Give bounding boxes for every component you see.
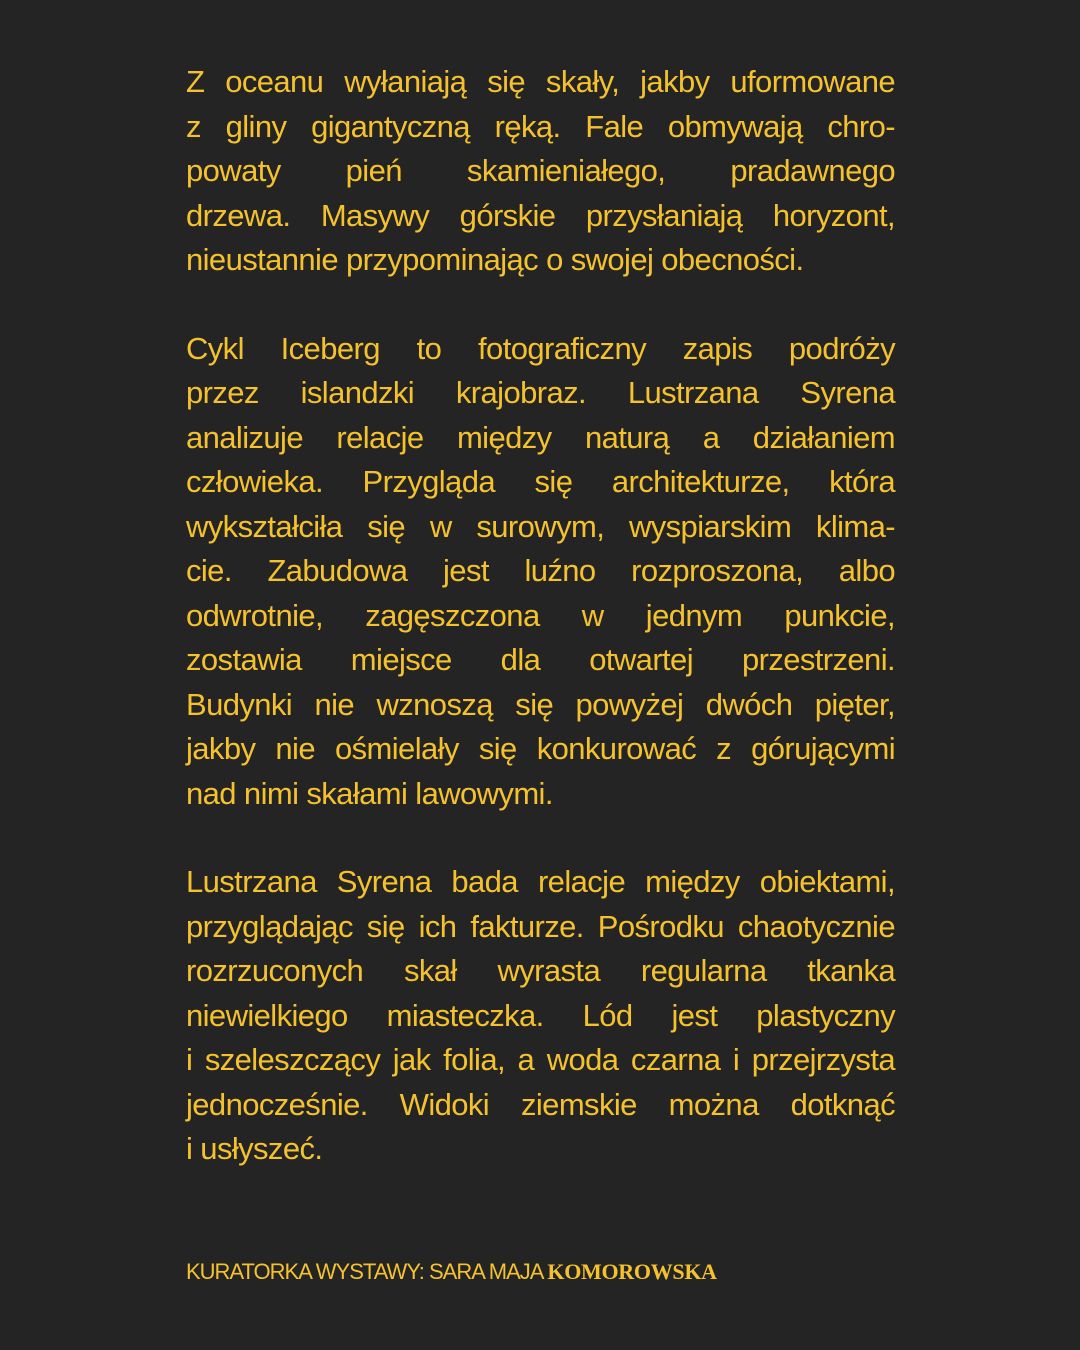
credit-label: KURATORKA WYSTAWY: SARA MAJA	[186, 1259, 548, 1284]
text-line: z gliny gigantyczną ręką. Fale obmywają chro-	[186, 108, 895, 144]
curator-surname: KOMOROWSKA	[547, 1259, 717, 1284]
text-line: odwrotnie, zagęszczona w jednym punkcie,	[186, 597, 895, 633]
text-line: nad nimi skałami lawowymi.	[186, 775, 553, 811]
text-line: wykształciła się w surowym, wyspiarskim klima-	[186, 508, 895, 544]
text-line: analizuje relacje między naturą a działaniem	[186, 419, 895, 455]
text-line: przyglądając się ich fakturze. Pośrodku chaotycznie	[186, 908, 895, 944]
curator-credit	[186, 1259, 717, 1285]
exhibition-text	[186, 60, 895, 1172]
text-line: przez islandzki krajobraz. Lustrzana Syrena	[186, 375, 895, 410]
text-line: Budynki nie wznoszą się powyżej dwóch pięter,	[186, 686, 895, 722]
text-line: cie. Zabudowa jest luźno rozproszona, albo	[186, 553, 895, 588]
text-line: rozrzuconych skał wyrasta regularna tkanka	[186, 953, 895, 988]
text-line: drzewa. Masywy górskie przysłaniają horyzont,	[186, 197, 895, 233]
text-line: i szeleszczący jak folia, a woda czarna i przejrzysta	[186, 1042, 895, 1077]
text-line: niewielkiego miasteczka. Lód jest plastyczny	[186, 997, 895, 1033]
text-line: Lustrzana Syrena bada relacje między obiektami,	[186, 864, 895, 899]
text-line: zostawia miejsce dla otwartej przestrzeni.	[186, 642, 895, 677]
text-line: nieustannie przypominając o swojej obecności.	[186, 242, 804, 277]
paragraph-iceberg-cycle	[186, 327, 895, 817]
paragraph-intro	[186, 60, 895, 283]
text-line: powaty pień skamieniałego, pradawnego	[186, 153, 895, 188]
text-line: jakby nie ośmielały się konkurować z górującymi	[186, 731, 895, 766]
paragraph-textures	[186, 860, 895, 1172]
text-line: jednocześnie. Widoki ziemskie można dotknąć	[186, 1086, 895, 1122]
text-line: i usłyszeć.	[186, 1131, 323, 1166]
text-line: Z oceanu wyłaniają się skały, jakby uformowane	[186, 64, 895, 99]
text-line: Cykl Iceberg to fotograficzny zapis podróży	[186, 330, 895, 366]
text-line: człowieka. Przygląda się architekturze, która	[186, 464, 895, 499]
